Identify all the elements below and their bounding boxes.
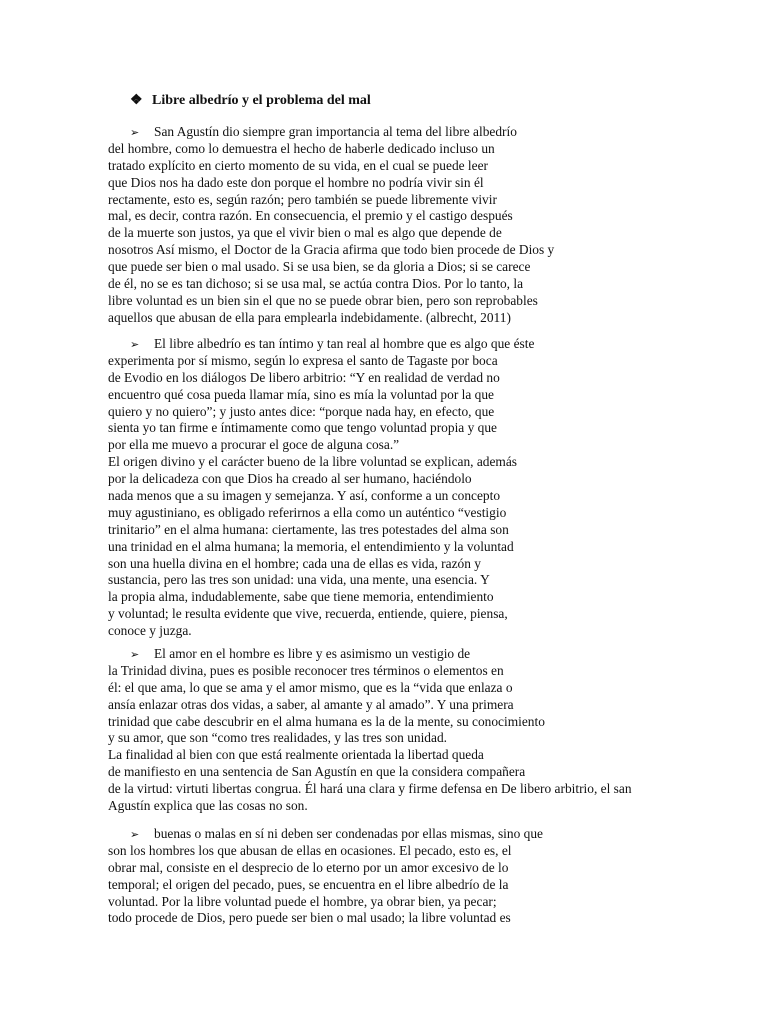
- paragraph-line: por ella me muevo a procurar el goce de alguna cosa.”: [108, 437, 400, 453]
- paragraph-line: mal, es decir, contra razón. En consecuencia, el premio y el castigo después: [108, 208, 513, 224]
- paragraph-line: él: el que ama, lo que se ama y el amor mismo, que es la “vida que enlaza o: [108, 679, 513, 695]
- arrow-bullet-icon: ➢: [130, 828, 140, 841]
- paragraph-line: libre voluntad es un bien sin el que no se puede obrar bien, pero son reprobables: [108, 292, 538, 308]
- paragraph-line: nada menos que a su imagen y semejanza. Y así, conforme a un concepto: [108, 488, 501, 504]
- paragraph-line-text: San Agustín dio siempre gran importancia al tema del libre albedrío: [154, 124, 517, 139]
- paragraph: [108, 826, 543, 927]
- paragraph-line: de la virtud: virtuti libertas congrua. Él hará una clara y firme defensa en De libero arbitrio, el san: [108, 781, 632, 797]
- paragraph-line: Agustín explica que las cosas no son.: [108, 798, 308, 814]
- paragraph-line-text: El libre albedrío es tan íntimo y tan real al hombre que es algo que éste: [154, 336, 535, 351]
- paragraph-first-line: [108, 826, 543, 843]
- section-heading: [130, 92, 371, 109]
- paragraph-line-text: buenas o malas en sí ni deben ser condenadas por ellas mismas, sino que: [154, 826, 543, 841]
- paragraph-first-line: [108, 646, 632, 663]
- paragraph-line: una trinidad en el alma humana; la memoria, el entendimiento y la voluntad: [108, 538, 514, 554]
- paragraph-line: temporal; el origen del pecado, pues, se encuentra en el libre albedrío de la: [108, 876, 509, 892]
- paragraph-line-text: El amor en el hombre es libre y es asimismo un vestigio de: [154, 646, 471, 661]
- paragraph-line: son los hombres los que abusan de ellas en ocasiones. El pecado, esto es, el: [108, 842, 512, 858]
- paragraph-line: de Evodio en los diálogos De libero arbitrio: “Y en realidad de verdad no: [108, 369, 500, 385]
- heading-text: Libre albedrío y el problema del mal: [152, 93, 371, 108]
- paragraph-line: sienta yo tan firme e íntimamente como que tengo voluntad propia y que: [108, 420, 497, 436]
- paragraph-line: por la delicadeza con que Dios ha creado al ser humano, haciéndolo: [108, 471, 472, 487]
- paragraph-line: obrar mal, consiste en el desprecio de lo eterno por un amor excesivo de lo: [108, 859, 509, 875]
- paragraph-line: rectamente, esto es, según razón; pero también se puede libremente vivir: [108, 191, 497, 207]
- paragraph-line: que puede ser bien o mal usado. Si se usa bien, se da gloria a Dios; si se carece: [108, 259, 531, 275]
- paragraph-line: El origen divino y el carácter bueno de la libre voluntad se explican, además: [108, 454, 518, 470]
- paragraph-line: del hombre, como lo demuestra el hecho de haberle dedicado incluso un: [108, 140, 495, 156]
- paragraph-line: la propia alma, indudablemente, sabe que tiene memoria, entendimiento: [108, 589, 494, 605]
- paragraph-line: de la muerte son justos, ya que el vivir bien o mal es algo que depende de: [108, 225, 502, 241]
- diamond-bullet-icon: ❖: [130, 93, 143, 108]
- arrow-bullet-icon: ➢: [130, 338, 140, 351]
- arrow-bullet-icon: ➢: [130, 126, 140, 139]
- paragraph-first-line: [108, 336, 534, 353]
- paragraph-line: La finalidad al bien con que está realmente orientada la libertad queda: [108, 747, 484, 763]
- paragraph-line: son una huella divina en el hombre; cada una de ellas es vida, razón y: [108, 555, 481, 571]
- paragraph-line: ansía enlazar otras dos vidas, a saber, al amante y al amado”. Y una primera: [108, 696, 514, 712]
- paragraph-line: de él, no se es tan dichoso; si se usa mal, se actúa contra Dios. Por lo tanto, la: [108, 276, 524, 292]
- paragraph-line: voluntad. Por la libre voluntad puede el hombre, ya obrar bien, ya pecar;: [108, 893, 497, 909]
- paragraph-line: la Trinidad divina, pues es posible reconocer tres términos o elementos en: [108, 662, 504, 678]
- paragraph-line: y voluntad; le resulta evidente que vive, recuerda, entiende, quiere, piensa,: [108, 606, 508, 622]
- paragraph-first-line: [108, 124, 554, 141]
- paragraph: [108, 646, 632, 815]
- paragraph-line: que Dios nos ha dado este don porque el hombre no podría vivir sin él: [108, 174, 484, 190]
- paragraph-line: trinitario” en el alma humana: ciertamente, las tres potestades del alma son: [108, 521, 509, 537]
- paragraph-line: y su amor, que son “como tres realidades, y las tres son unidad.: [108, 730, 447, 746]
- paragraph-line: encuentro qué cosa pueda llamar mía, sino es mía la voluntad por la que: [108, 386, 494, 402]
- paragraph-line: trinidad que cabe descubrir en el alma humana es la de la mente, su conocimiento: [108, 713, 545, 729]
- paragraph-line: conoce y juzga.: [108, 623, 192, 639]
- paragraph-line: experimenta por sí mismo, según lo expresa el santo de Tagaste por boca: [108, 352, 498, 368]
- arrow-bullet-icon: ➢: [130, 648, 140, 661]
- paragraph-line: tratado explícito en cierto momento de su vida, en el cual se puede leer: [108, 157, 488, 173]
- paragraph-line: aquellos que abusan de ella para emplearla indebidamente. (albrecht, 2011): [108, 309, 511, 325]
- paragraph: [108, 336, 534, 640]
- paragraph-line: todo procede de Dios, pero puede ser bien o mal usado; la libre voluntad es: [108, 910, 511, 926]
- paragraph-line: nosotros Así mismo, el Doctor de la Gracia afirma que todo bien procede de Dios y: [108, 242, 555, 258]
- paragraph-line: muy agustiniano, es obligado referirnos a ella como un auténtico “vestigio: [108, 504, 507, 520]
- paragraph-line: sustancia, pero las tres son unidad: una vida, una mente, una esencia. Y: [108, 572, 490, 588]
- paragraph-line: de manifiesto en una sentencia de San Agustín en que la considera compañera: [108, 764, 526, 780]
- paragraph: [108, 124, 554, 327]
- paragraph-line: quiero y no quiero”; y justo antes dice: “porque nada hay, en efecto, que: [108, 403, 495, 419]
